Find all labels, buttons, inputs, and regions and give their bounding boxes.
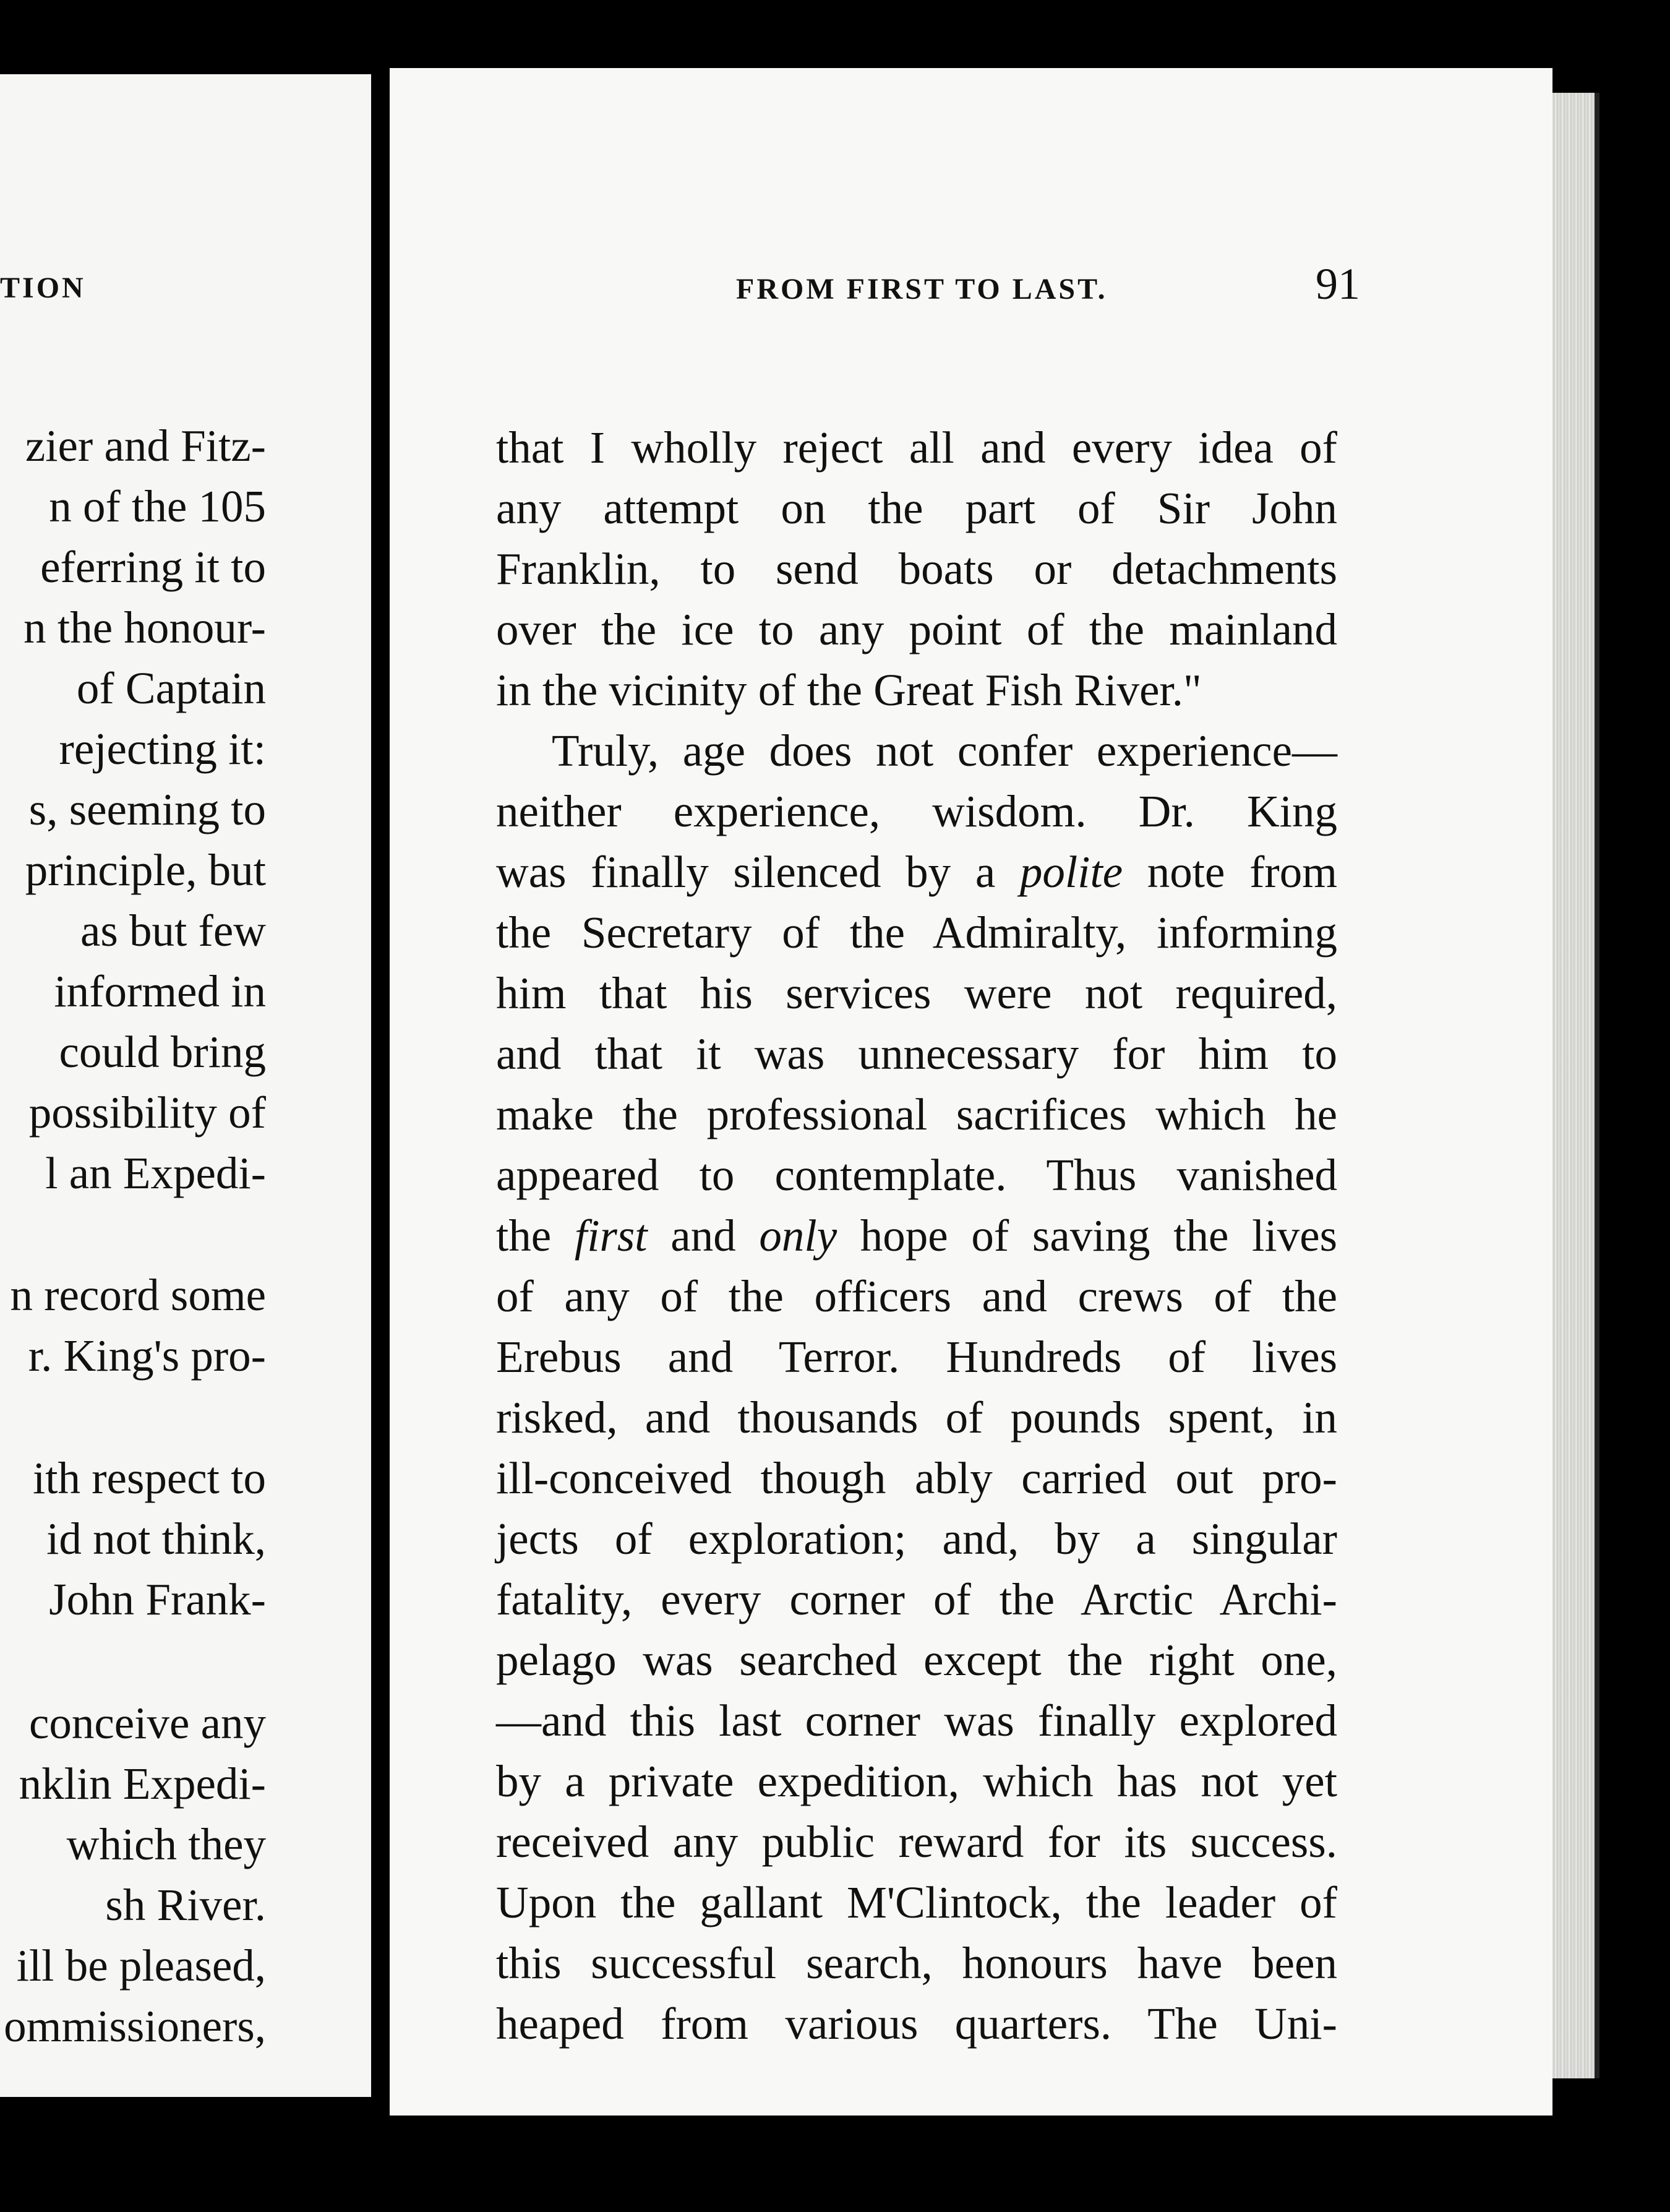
- right-page: [390, 68, 1552, 2116]
- text-line: risked, and thousands of pounds spent, in: [496, 1392, 1337, 1443]
- left-line: as but few: [80, 906, 266, 956]
- left-line: s, seeming to: [28, 784, 266, 834]
- left-line: r. King's pro-: [28, 1331, 266, 1381]
- text-line: that I wholly reject all and every idea of: [496, 422, 1337, 473]
- text-line: Upon the gallant M'Clintock, the leader of: [496, 1877, 1337, 1927]
- book-gutter: [371, 62, 390, 2103]
- text-line: Franklin, to send boats or detachments: [496, 544, 1337, 594]
- text-line: make the professional sacrifices which he: [496, 1089, 1337, 1139]
- text-line: him that his services were not required,: [496, 968, 1337, 1018]
- italic-word: first: [574, 1211, 648, 1261]
- left-line: n of the 105: [49, 481, 266, 531]
- running-head: FROM FIRST TO LAST.: [736, 273, 1108, 306]
- text-line: and that it was unnecessary for him to: [496, 1029, 1337, 1079]
- left-line: l an Expedi-: [45, 1148, 266, 1198]
- left-line: ommissioners,: [4, 2001, 266, 2051]
- left-line: eferring it to: [40, 542, 266, 592]
- text-line: of any of the officers and crews of the: [496, 1271, 1337, 1321]
- left-line: zier and Fitz-: [25, 421, 266, 471]
- text-segment: hope of saving the lives: [837, 1211, 1338, 1261]
- text-segment: the: [496, 1211, 575, 1261]
- text-line: pelago was searched except the right one,: [496, 1635, 1337, 1685]
- left-line: informed in: [54, 966, 266, 1016]
- text-line: Truly, age does not confer experience—: [552, 726, 1337, 776]
- text-segment: note from: [1123, 847, 1337, 897]
- body-text: [496, 418, 1337, 2054]
- text-line: [496, 1206, 1337, 1266]
- left-line: rejecting it:: [59, 724, 266, 774]
- text-line: heaped from various quarters. The Uni-: [496, 1999, 1337, 2049]
- left-line: id not think,: [46, 1514, 266, 1564]
- text-line: received any public reward for its success.: [496, 1817, 1337, 1867]
- page-edge-shadow: [1595, 93, 1599, 2078]
- text-line: this successful search, honours have been: [496, 1938, 1337, 1988]
- text-segment: and: [647, 1211, 760, 1261]
- left-line: n record some: [10, 1270, 266, 1320]
- text-line: by a private expedition, which has not yet: [496, 1756, 1337, 1806]
- left-running-head: TION: [0, 272, 86, 304]
- text-line: fatality, every corner of the Arctic Archi-: [496, 1574, 1337, 1624]
- italic-word: only: [759, 1211, 837, 1261]
- left-line: John Frank-: [49, 1574, 266, 1624]
- text-line: neither experience, wisdom. Dr. King: [496, 786, 1337, 836]
- text-line: over the ice to any point of the mainland: [496, 604, 1337, 654]
- text-line: appeared to contemplate. Thus vanished: [496, 1150, 1337, 1200]
- left-line: ith respect to: [32, 1453, 266, 1503]
- page-number: 91: [1316, 259, 1360, 309]
- left-line: principle, but: [25, 845, 266, 895]
- left-page: [0, 74, 371, 2097]
- text-line: in the vicinity of the Great Fish River.": [496, 665, 1202, 715]
- text-line: any attempt on the part of Sir John: [496, 483, 1337, 533]
- left-line: n the honour-: [24, 602, 266, 653]
- text-line: jects of exploration; and, by a singular: [496, 1514, 1337, 1564]
- text-line: [496, 842, 1337, 902]
- text-line: —and this last corner was finally explored: [496, 1695, 1337, 1746]
- text-line: the Secretary of the Admiralty, informing: [496, 907, 1337, 958]
- left-line: sh River.: [105, 1880, 266, 1930]
- text-line: ill-conceived though ably carried out pro-: [496, 1453, 1337, 1503]
- italic-word: polite: [1019, 847, 1123, 897]
- page-fore-edge: [1552, 93, 1596, 2078]
- text-line: Erebus and Terror. Hundreds of lives: [496, 1332, 1337, 1382]
- left-line: could bring: [59, 1027, 266, 1077]
- left-line: ill be pleased,: [16, 1940, 266, 1991]
- left-line: possibility of: [28, 1087, 266, 1138]
- text-segment: was finally silenced by a: [496, 847, 1020, 897]
- left-line: which they: [66, 1819, 266, 1869]
- left-line: of Captain: [76, 663, 266, 713]
- left-line: conceive any: [28, 1698, 266, 1748]
- left-line: nklin Expedi-: [19, 1759, 266, 1809]
